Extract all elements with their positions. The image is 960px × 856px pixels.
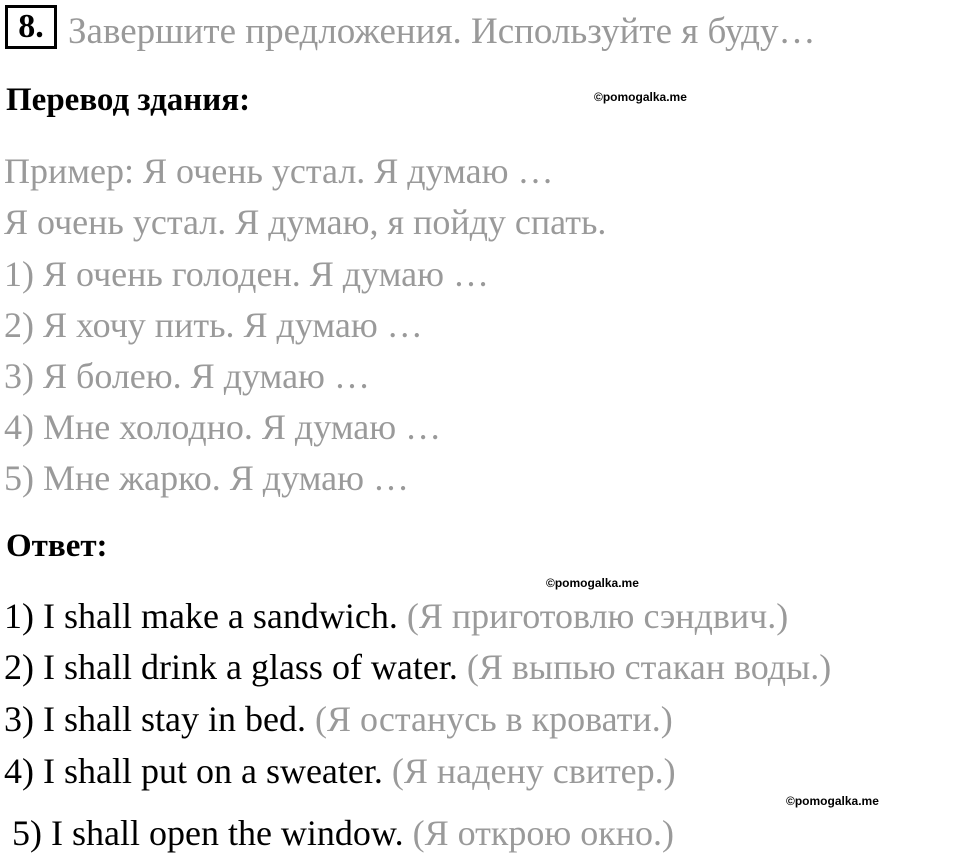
translation-line: 2) Я хочу пить. Я думаю … xyxy=(4,305,423,345)
answer-english: 5) I shall open the window. xyxy=(12,813,404,853)
answer-translation: (Я останусь в кровати.) xyxy=(314,699,673,739)
answer-english: 3) I shall stay in bed. xyxy=(4,699,306,739)
answer-item xyxy=(4,698,673,740)
answer-english: 2) I shall drink a glass of water. xyxy=(4,647,458,687)
translation-line: Я очень устал. Я думаю, я пойду спать. xyxy=(4,202,607,242)
answer-item xyxy=(12,812,674,854)
task-number: 8. xyxy=(5,5,57,49)
answer-translation: (Я открою окно.) xyxy=(412,813,674,853)
translation-line: 3) Я болею. Я думаю … xyxy=(4,356,370,396)
answer-translation: (Я надену свитер.) xyxy=(391,751,676,791)
watermark: ©pomogalka.me xyxy=(546,576,639,590)
watermark: ©pomogalka.me xyxy=(594,90,687,104)
answer-english: 4) I shall put on a sweater. xyxy=(4,751,383,791)
translation-line: 1) Я очень голоден. Я думаю … xyxy=(4,254,489,294)
translation-heading: Перевод здания: xyxy=(6,82,251,118)
watermark: ©pomogalka.me xyxy=(786,794,879,808)
answer-english: 1) I shall make a sandwich. xyxy=(4,596,398,636)
translation-line: Пример: Я очень устал. Я думаю … xyxy=(4,151,554,191)
answer-translation: (Я приготовлю сэндвич.) xyxy=(406,596,789,636)
translation-line: 4) Мне холодно. Я думаю … xyxy=(4,407,442,447)
answer-item xyxy=(4,646,831,688)
answer-translation: (Я выпью стакан воды.) xyxy=(466,647,832,687)
task-instruction: Завершите предложения. Используйте я буду… xyxy=(68,11,816,52)
answer-heading: Ответ: xyxy=(6,528,108,564)
answer-item xyxy=(4,595,788,637)
translation-line: 5) Мне жарко. Я думаю … xyxy=(4,458,410,498)
answer-item xyxy=(4,750,676,792)
